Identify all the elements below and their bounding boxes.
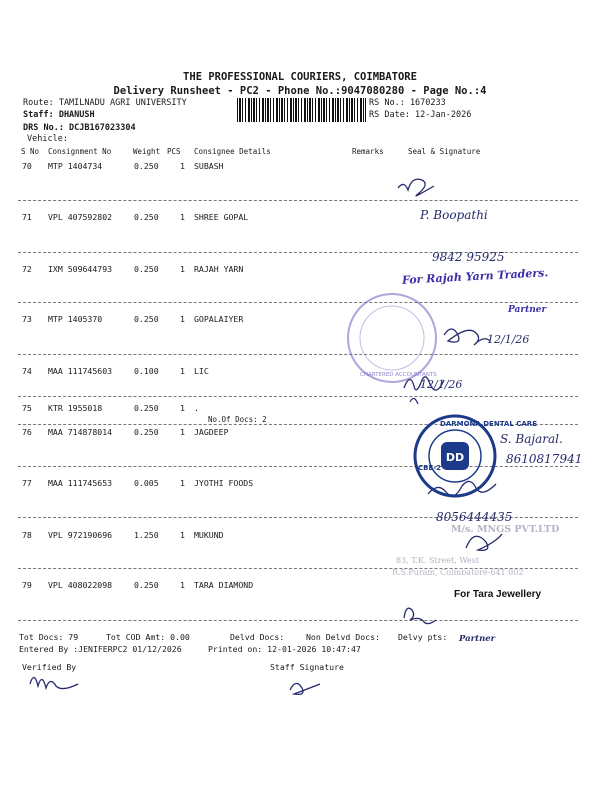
- cell-consignee: LIC: [194, 366, 209, 376]
- cell-cons: VPL 408022098: [48, 580, 113, 590]
- rs-number: RS No.: 1670233: [369, 98, 446, 108]
- col-weight: Weight: [133, 147, 161, 156]
- cell-consignee: SUBASH: [194, 161, 224, 171]
- cell-cons: MTP 1405370: [48, 314, 103, 324]
- handwriting-phone76: 8610817941: [506, 452, 583, 466]
- printed-on: Printed on: 12-01-2026 10:47:47: [208, 644, 361, 654]
- drs-number: DRS No.: DCJB167023304: [23, 123, 136, 133]
- cell-pcs: 1: [180, 366, 185, 376]
- cell-sno: 71: [22, 212, 32, 222]
- cell-pcs: 1: [180, 212, 185, 222]
- route-label: Route: TAMILNADU AGRI UNIVERSITY: [23, 98, 187, 108]
- signature-73: [444, 329, 490, 345]
- cell-pcs: 1: [180, 161, 185, 171]
- cell-cons: MTP 1404734: [48, 161, 103, 171]
- col-pcs: PCS: [167, 147, 181, 156]
- cell-consignee: GOPALAIYER: [194, 314, 244, 324]
- cell-cons: IXM 509644793: [48, 264, 113, 274]
- col-consignment: Consignment No: [48, 147, 112, 156]
- mngs-stamp-line2: 83, T.K. Street, West: [396, 556, 479, 565]
- cell-consignee: MUKUND: [194, 530, 224, 540]
- runsheet-subtitle: Delivery Runsheet - PC2 - Phone No.:9047080280 - Page No.:4: [113, 85, 487, 97]
- cell-consignee: RAJAH YARN: [194, 264, 244, 274]
- signature-70: [398, 179, 434, 196]
- cell-sno: 70: [22, 161, 32, 171]
- cell-pcs: 1: [180, 427, 185, 437]
- cell-consignee: TARA DIAMOND: [194, 580, 254, 590]
- cell-weight: 0.250: [134, 212, 159, 222]
- mngs-stamp-line1: M/s. MNGS PVT.LTD: [451, 524, 560, 535]
- cell-cons: MAA 111745653: [48, 478, 113, 488]
- total-docs: Tot Docs: 79: [19, 632, 79, 642]
- entered-by: Entered By :JENIFERPC2 01/12/2026: [19, 644, 182, 654]
- col-seal: Seal & Signature: [408, 147, 481, 156]
- handwriting-phone72: 9842 95925: [432, 250, 505, 264]
- cell-sno: 75: [22, 403, 32, 413]
- delivered-docs: Delvd Docs:: [230, 632, 285, 642]
- handwriting-date73: 12/1/26: [487, 333, 530, 346]
- cell-pcs: 1: [180, 403, 185, 413]
- cell-sno: 78: [22, 530, 32, 540]
- delivery-points: Delvy pts:: [398, 632, 448, 642]
- darmona-seal-text: DARMONA DENTAL CARE: [440, 420, 537, 428]
- cell-sno: 74: [22, 366, 32, 376]
- company-title: THE PROFESSIONAL COURIERS, COIMBATORE: [183, 71, 417, 83]
- cell-pcs: 1: [180, 478, 185, 488]
- signature-verified: [30, 677, 78, 688]
- handwriting-partner: Partner: [459, 634, 496, 644]
- cell-pcs: 1: [180, 580, 185, 590]
- chartered-stamp-ring: [348, 294, 436, 382]
- col-consignee: Consignee Details: [194, 147, 271, 156]
- cell-pcs: 1: [180, 530, 185, 540]
- cell-cons: VPL 972190696: [48, 530, 113, 540]
- cell-consignee: JYOTHI FOODS: [194, 478, 254, 488]
- cell-consignee: .: [194, 403, 199, 413]
- cell-sno: 77: [22, 478, 32, 488]
- handwriting-sig71: P. Boopathi: [420, 208, 488, 222]
- verified-by-label: Verified By: [22, 662, 77, 672]
- staff-signature-label: Staff Signature: [270, 662, 344, 672]
- cell-weight: 0.250: [134, 427, 159, 437]
- cell-cons: MAA 111745603: [48, 366, 113, 376]
- col-remarks: Remarks: [352, 147, 384, 156]
- vehicle-label: Vehicle:: [27, 134, 68, 144]
- darmona-seal-side: CBE-2: [418, 464, 442, 472]
- row75-docs-note: No.Of Docs: 2: [208, 415, 267, 424]
- cell-sno: 79: [22, 580, 32, 590]
- handwriting-date74: 12/1/26: [420, 378, 463, 391]
- cell-weight: 0.250: [134, 403, 159, 413]
- signature-78: [466, 534, 502, 550]
- staff-label: Staff: DHANUSH: [23, 110, 95, 120]
- cell-weight: 0.250: [134, 580, 159, 590]
- cell-weight: 0.005: [134, 478, 159, 488]
- cell-weight: 1.250: [134, 530, 159, 540]
- signature-75: [410, 398, 418, 404]
- cell-cons: KTR 1955018: [48, 403, 103, 413]
- darmona-logo-text: DD: [445, 451, 465, 464]
- signature-79: [404, 608, 436, 623]
- cell-consignee: SHREE GOPAL: [194, 212, 249, 222]
- cell-weight: 0.250: [134, 314, 159, 324]
- signature-staff: [290, 683, 320, 694]
- col-sno: S No: [21, 147, 40, 156]
- tara-jewellery-stamp: For Tara Jewellery: [454, 589, 542, 600]
- rajah-partner-stamp: Partner: [508, 305, 547, 315]
- non-delivered-docs: Non Delvd Docs:: [306, 632, 380, 642]
- chartered-stamp-text: CHARTERED ACCOUNTANTS: [360, 372, 437, 378]
- handwriting-sig76: S. Bajaral.: [500, 432, 563, 446]
- rajah-yarn-stamp: For Rajah Yarn Traders.: [401, 266, 549, 287]
- cell-weight: 0.250: [134, 264, 159, 274]
- cell-sno: 73: [22, 314, 32, 324]
- cell-cons: VPL 407592802: [48, 212, 113, 222]
- rs-date: RS Date: 12-Jan-2026: [369, 110, 472, 120]
- total-cod: Tot COD Amt: 0.00: [106, 632, 190, 642]
- chartered-stamp-inner: [360, 306, 424, 370]
- handwriting-phone77: 8056444435: [436, 510, 513, 524]
- cell-weight: 0.100: [134, 366, 159, 376]
- cell-pcs: 1: [180, 264, 185, 274]
- mngs-stamp-line3: R.S.Puram, Coimbatore-641 002: [392, 568, 524, 577]
- cell-sno: 76: [22, 427, 32, 437]
- cell-sno: 72: [22, 264, 32, 274]
- cell-pcs: 1: [180, 314, 185, 324]
- cell-consignee: JAGDEEP: [194, 427, 229, 437]
- cell-cons: MAA 714878014: [48, 427, 113, 437]
- cell-weight: 0.250: [134, 161, 159, 171]
